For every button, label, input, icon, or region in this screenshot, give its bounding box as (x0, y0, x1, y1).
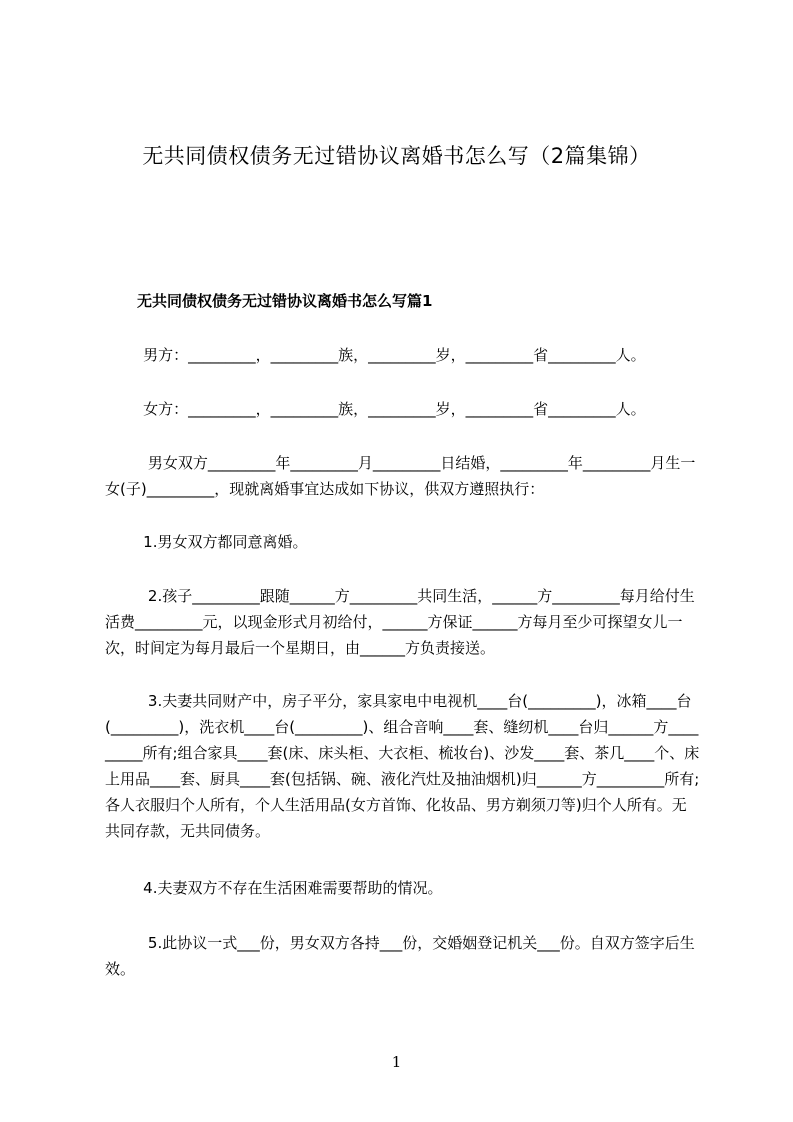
section-title: 无共同债权债务无过错协议离婚书怎么写篇1 (137, 292, 433, 310)
paragraph-clause-2: 2.孩子_________跟随______方_________共同生活，______方_________每月给付生活费_________元，以现金形式月初给付，______方保证______方每月至少可探望女儿一次，时间定为每月最后一个星期日，由______方负责接送。 (105, 587, 695, 657)
page-number: 1 (391, 1053, 402, 1071)
paragraph-marriage-info: 男女双方_________年_________月_________日结婚，_________年_________月生一女(子)_________，现就离婚事宜达成如下协议，供双方遵照执行： (105, 454, 696, 498)
paragraph-clause-3: 3.夫妻共同财产中，房子平分，家具家电中电视机____台(_________)，冰箱____台(_________)，洗衣机____台(_________)、组合音响____套、缝纫机____台归______方_________所有;组合家具____套(床、床头柜、大衣柜、梳妆台)、沙发____套、茶几____个、床上用品____套、厨具____套(包括锅、碗、液化汽灶及抽油烟机)归______方_________所有;各人衣服归个人所有，个人生活用品(女方首饰、化妆品、男方剃须刀等)归个人所有。无共同存款，无共同债务。 (105, 692, 700, 840)
paragraph-clause-1: 1.男女双方都同意离婚。 (105, 533, 308, 551)
document-title: 无共同债权债务无过错协议离婚书怎么写（2篇集锦） (142, 144, 651, 168)
paragraph-clause-4: 4.夫妻双方不存在生活困难需要帮助的情况。 (105, 879, 443, 897)
paragraph-clause-5: 5.此协议一式___份，男女双方各持___份，交婚姻登记机关___份。自双方签字后生效。 (105, 934, 695, 978)
paragraph-male-party: 男方：_________，_________族，_________岁，_________省_________人。 (105, 346, 646, 364)
paragraph-female-party: 女方：_________，_________族，_________岁，_________省_________人。 (105, 400, 646, 418)
